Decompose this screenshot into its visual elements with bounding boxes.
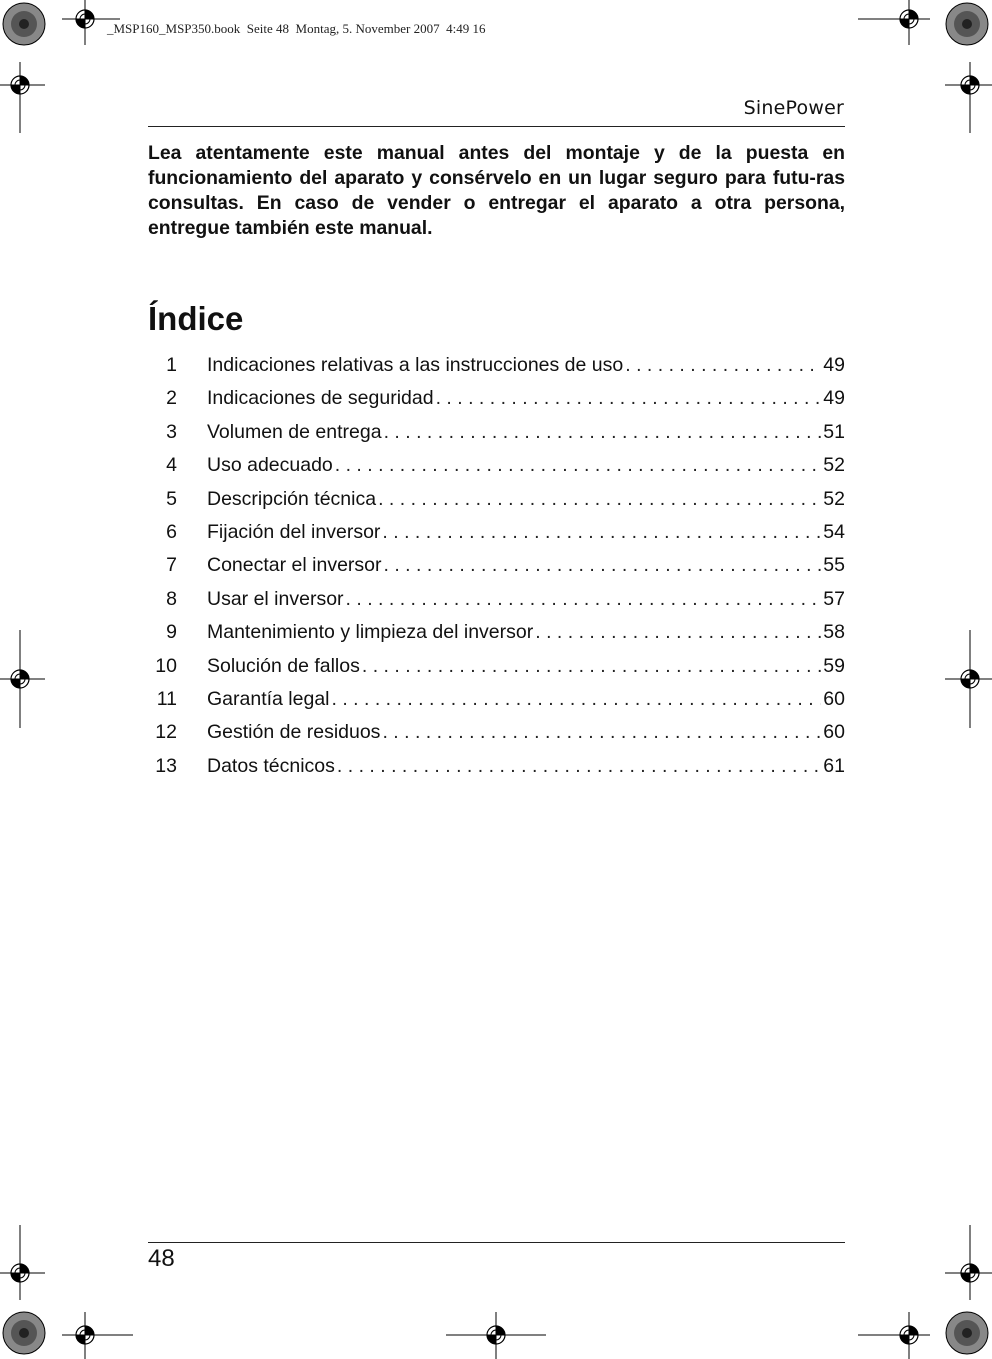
toc-leader-dots [335, 454, 822, 477]
crosshair-icon [62, 0, 120, 45]
toc-leader-dots [384, 554, 822, 577]
toc-entry-title: Uso adecuado [207, 454, 333, 477]
toc-entry-page: 54 [823, 520, 845, 543]
toc-entry-number: 2 [166, 387, 177, 410]
toc-leader-dots [625, 354, 821, 377]
page-number: 48 [148, 1245, 175, 1272]
toc-entry[interactable] [148, 588, 845, 621]
intro-paragraph: Lea atentamente este manual antes del montaje y de la puesta en funcionamiento del aparato y consérvelo en un lugar seguro para futu-ras consultas. En caso de vender o entregar el aparato a otra persona, entregue también este manual. [148, 142, 845, 239]
crosshair-icon [0, 62, 45, 133]
toc-entry-page: 49 [823, 354, 845, 376]
toc-entry-number: 12 [155, 721, 177, 744]
crosshair-icon [945, 630, 992, 728]
toc-entry[interactable] [148, 387, 845, 420]
crosshair-icon [62, 1312, 133, 1359]
toc-entry-title: Conectar el inversor [207, 554, 382, 577]
toc-entry[interactable] [148, 421, 845, 454]
toc-entry-page: 60 [823, 721, 845, 744]
toc-entry-number: 7 [166, 554, 177, 577]
crosshair-icon [0, 1225, 45, 1300]
crosshair-icon [858, 0, 930, 45]
toc-leader-dots [362, 655, 821, 678]
toc-entry-number: 13 [155, 754, 177, 777]
toc-entry[interactable] [148, 354, 845, 387]
crosshair-icon [446, 1312, 546, 1359]
toc-entry[interactable] [148, 688, 845, 721]
toc-entry-title: Indicaciones de seguridad [207, 387, 434, 410]
toc-entry-number: 6 [166, 520, 177, 543]
starburst-icon [3, 3, 45, 45]
toc-entry[interactable] [148, 721, 845, 754]
toc-entry-title: Gestión de residuos [207, 721, 381, 744]
toc-entry[interactable] [148, 755, 845, 788]
crosshair-icon [945, 1225, 992, 1300]
toc-leader-dots [384, 421, 822, 444]
toc-entry-title: Solución de fallos [207, 654, 360, 677]
toc-entry-number: 5 [166, 487, 177, 510]
toc-entry-number: 10 [155, 654, 177, 677]
toc-entry-page: 55 [823, 554, 845, 577]
toc-entry[interactable] [148, 488, 845, 521]
toc-entry[interactable] [148, 554, 845, 587]
crosshair-icon [0, 630, 45, 728]
toc-entry-title: Volumen de entrega [207, 420, 382, 443]
toc-entry[interactable] [148, 454, 845, 487]
crosshair-icon [945, 62, 992, 133]
toc-entry-page: 60 [823, 687, 845, 710]
toc-entry-title: Fijación del inversor [207, 520, 381, 543]
starburst-icon [3, 1312, 45, 1354]
toc-entry-title: Descripción técnica [207, 487, 377, 510]
header-rule [148, 126, 845, 127]
toc-entry-number: 4 [166, 454, 177, 477]
toc-leader-dots [332, 688, 822, 711]
toc-leader-dots [346, 588, 822, 611]
toc-entry-page: 49 [823, 387, 845, 410]
table-of-contents [148, 354, 845, 788]
toc-entry[interactable] [148, 655, 845, 688]
toc-heading: Índice [148, 300, 244, 337]
toc-entry-title: Indicaciones relativas a las instrucciones de uso [207, 354, 624, 376]
toc-leader-dots [382, 721, 821, 744]
toc-entry[interactable] [148, 621, 845, 654]
print-info-line: _MSP160_MSP350.book Seite 48 Montag, 5. November 2007 4:49 16 [107, 21, 486, 36]
toc-leader-dots [535, 621, 821, 644]
toc-leader-dots [436, 387, 822, 410]
toc-entry-page: 52 [823, 454, 845, 477]
toc-entry[interactable] [148, 521, 845, 554]
toc-leader-dots [382, 521, 821, 544]
toc-leader-dots [337, 755, 821, 778]
running-header-title: SinePower [743, 97, 844, 119]
starburst-icon [946, 1312, 988, 1354]
footer-rule [148, 1242, 845, 1243]
toc-leader-dots [378, 488, 821, 511]
toc-entry-page: 61 [823, 754, 845, 777]
toc-entry-page: 52 [823, 487, 845, 510]
toc-entry-number: 11 [156, 687, 177, 710]
toc-entry-number: 1 [166, 354, 177, 376]
toc-entry-page: 57 [823, 587, 845, 610]
toc-entry-page: 59 [823, 654, 845, 677]
toc-entry-title: Datos técnicos [207, 754, 335, 777]
toc-entry-number: 8 [166, 587, 177, 610]
toc-entry-title: Mantenimiento y limpieza del inversor [207, 621, 534, 644]
toc-entry-title: Garantía legal [207, 687, 330, 710]
starburst-icon [946, 3, 988, 45]
toc-entry-title: Usar el inversor [207, 587, 344, 610]
toc-entry-number: 9 [166, 621, 177, 644]
crosshair-icon [858, 1312, 930, 1359]
toc-entry-number: 3 [166, 420, 177, 443]
toc-entry-page: 58 [823, 621, 845, 644]
toc-entry-page: 51 [823, 420, 845, 443]
